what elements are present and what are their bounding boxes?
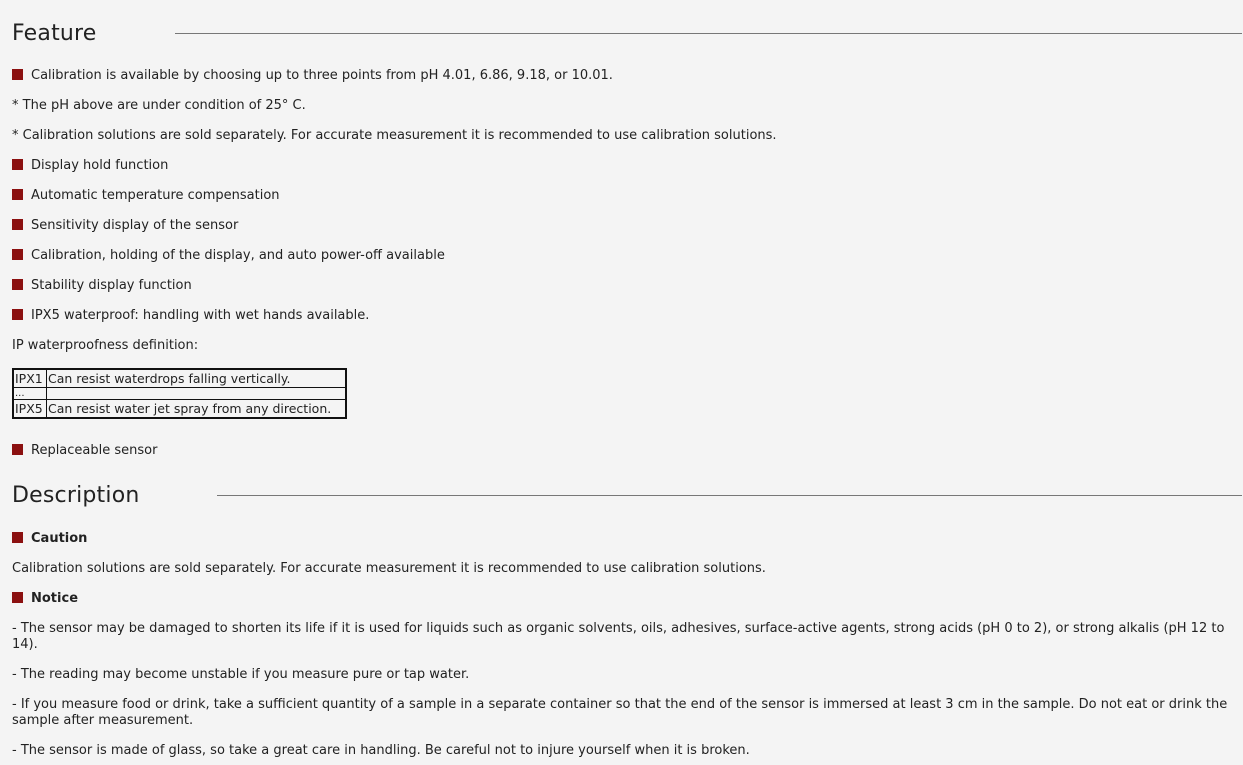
feature-divider: [175, 33, 1242, 34]
table-row: [13, 400, 346, 419]
caution-title: Caution: [31, 531, 88, 546]
feature-section-header: [12, 18, 1242, 48]
ip-desc-cell: Can resist waterdrops falling vertically.: [47, 369, 347, 388]
notice-item: - The reading may become unstable if you measure pure or tap water.: [12, 667, 470, 682]
square-bullet-icon: [12, 69, 23, 80]
ip-definition-label: IP waterproofness definition:: [12, 338, 199, 353]
ip-code-cell: IPX1: [13, 369, 47, 388]
feature-item-text: Calibration, holding of the display, and auto power-off available: [31, 248, 445, 263]
feature-item-text: Automatic temperature compensation: [31, 188, 280, 203]
feature-title: Feature: [12, 20, 97, 46]
description-title: Description: [12, 482, 140, 508]
table-row: [13, 388, 346, 400]
feature-item-text: IPX5 waterproof: handling with wet hands available.: [31, 308, 370, 323]
feature-item-text: Sensitivity display of the sensor: [31, 218, 239, 233]
square-bullet-icon: [12, 189, 23, 200]
ip-code-cell: ...: [13, 388, 47, 400]
feature-item-temp-compensation: [12, 188, 280, 204]
feature-item-calibration: [12, 68, 613, 84]
feature-item-stability: [12, 278, 192, 294]
feature-item-text: Stability display function: [31, 278, 192, 293]
feature-item-text: Display hold function: [31, 158, 169, 173]
square-bullet-icon: [12, 279, 23, 290]
feature-item-display-hold: [12, 158, 168, 174]
square-bullet-icon: [12, 249, 23, 260]
caution-text: Calibration solutions are sold separately. For accurate measurement it is recommended to use calibration solutions.: [12, 561, 766, 576]
square-bullet-icon: [12, 159, 23, 170]
feature-note-solutions: * Calibration solutions are sold separately. For accurate measurement it is recommended to use calibration solutions.: [12, 128, 777, 143]
feature-item-calibration-hold-poweroff: [12, 248, 445, 264]
square-bullet-icon: [12, 592, 23, 603]
ip-code-cell: IPX5: [13, 400, 47, 419]
notice-item: - The sensor may be damaged to shorten its life if it is used for liquids such as organic solvents, oils, adhesives, surface-active agents, strong acids (pH 0 to 2), or strong alkalis (pH 12 to 14).: [12, 621, 1225, 652]
table-row: [13, 369, 346, 388]
feature-item-waterproof: [12, 308, 369, 324]
square-bullet-icon: [12, 444, 23, 455]
ip-desc-cell: [47, 388, 347, 400]
feature-item-replaceable-sensor: [12, 443, 157, 459]
ip-desc-cell: Can resist water jet spray from any direction.: [47, 400, 347, 419]
notice-title: Notice: [31, 591, 79, 606]
square-bullet-icon: [12, 219, 23, 230]
ip-definition-table: [12, 368, 347, 419]
notice-item: - The sensor is made of glass, so take a great care in handling. Be careful not to injure yourself when it is broken.: [12, 743, 750, 758]
description-divider: [217, 495, 1243, 496]
feature-item-text: Calibration is available by choosing up to three points from pH 4.01, 6.86, 9.18, or 10.01.: [31, 68, 613, 83]
caution-heading: [12, 531, 87, 547]
notice-heading: [12, 591, 78, 607]
square-bullet-icon: [12, 532, 23, 543]
feature-item-sensitivity: [12, 218, 238, 234]
notice-item: - If you measure food or drink, take a sufficient quantity of a sample in a separate container so that the end of the sensor is immersed at least 3 cm in the sample. Do not eat or drink the sample after measurement.: [12, 697, 1228, 728]
square-bullet-icon: [12, 309, 23, 320]
feature-note-ph-condition: * The pH above are under condition of 25° C.: [12, 98, 306, 113]
feature-item-text: Replaceable sensor: [31, 443, 158, 458]
description-section-header: [12, 480, 1242, 510]
